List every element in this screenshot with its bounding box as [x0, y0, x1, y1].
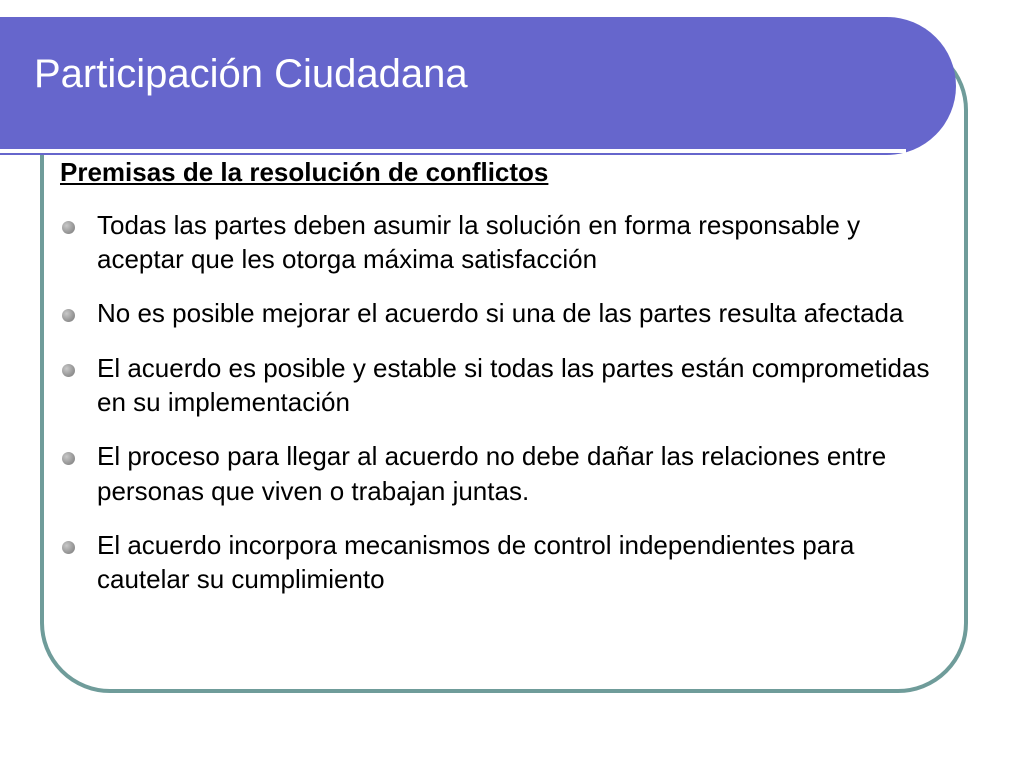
bullet-item	[60, 528, 950, 597]
bullet-item	[60, 439, 950, 508]
bullet-text: Todas las partes deben asumir la solución en forma responsable y aceptar que les otorga máxima satisfacción	[97, 209, 861, 275]
bullet-icon	[62, 541, 75, 554]
section-heading: Premisas de la resolución de conflictos	[60, 157, 549, 187]
bullet-icon	[62, 309, 75, 322]
bullet-text: El acuerdo incorpora mecanismos de control independientes para cautelar su cumplimiento	[97, 529, 855, 595]
bullet-icon	[62, 221, 75, 234]
bullet-text: No es posible mejorar el acuerdo si una de las partes resulta afectada	[97, 298, 904, 329]
bullet-icon	[62, 364, 75, 377]
bullet-icon	[62, 452, 75, 465]
bullet-text: El acuerdo es posible y estable si todas las partes están comprometidas en su implementación	[97, 352, 930, 418]
bullet-item	[60, 208, 950, 277]
bullet-item	[60, 351, 950, 420]
title-underline	[0, 149, 906, 153]
bullet-item	[60, 296, 950, 330]
slide-content	[60, 156, 950, 617]
bullet-text: El proceso para llegar al acuerdo no debe dañar las relaciones entre personas que viven o trabajan juntas.	[97, 441, 887, 506]
bullet-list	[60, 208, 950, 597]
slide-title: Participación Ciudadana	[34, 52, 468, 96]
